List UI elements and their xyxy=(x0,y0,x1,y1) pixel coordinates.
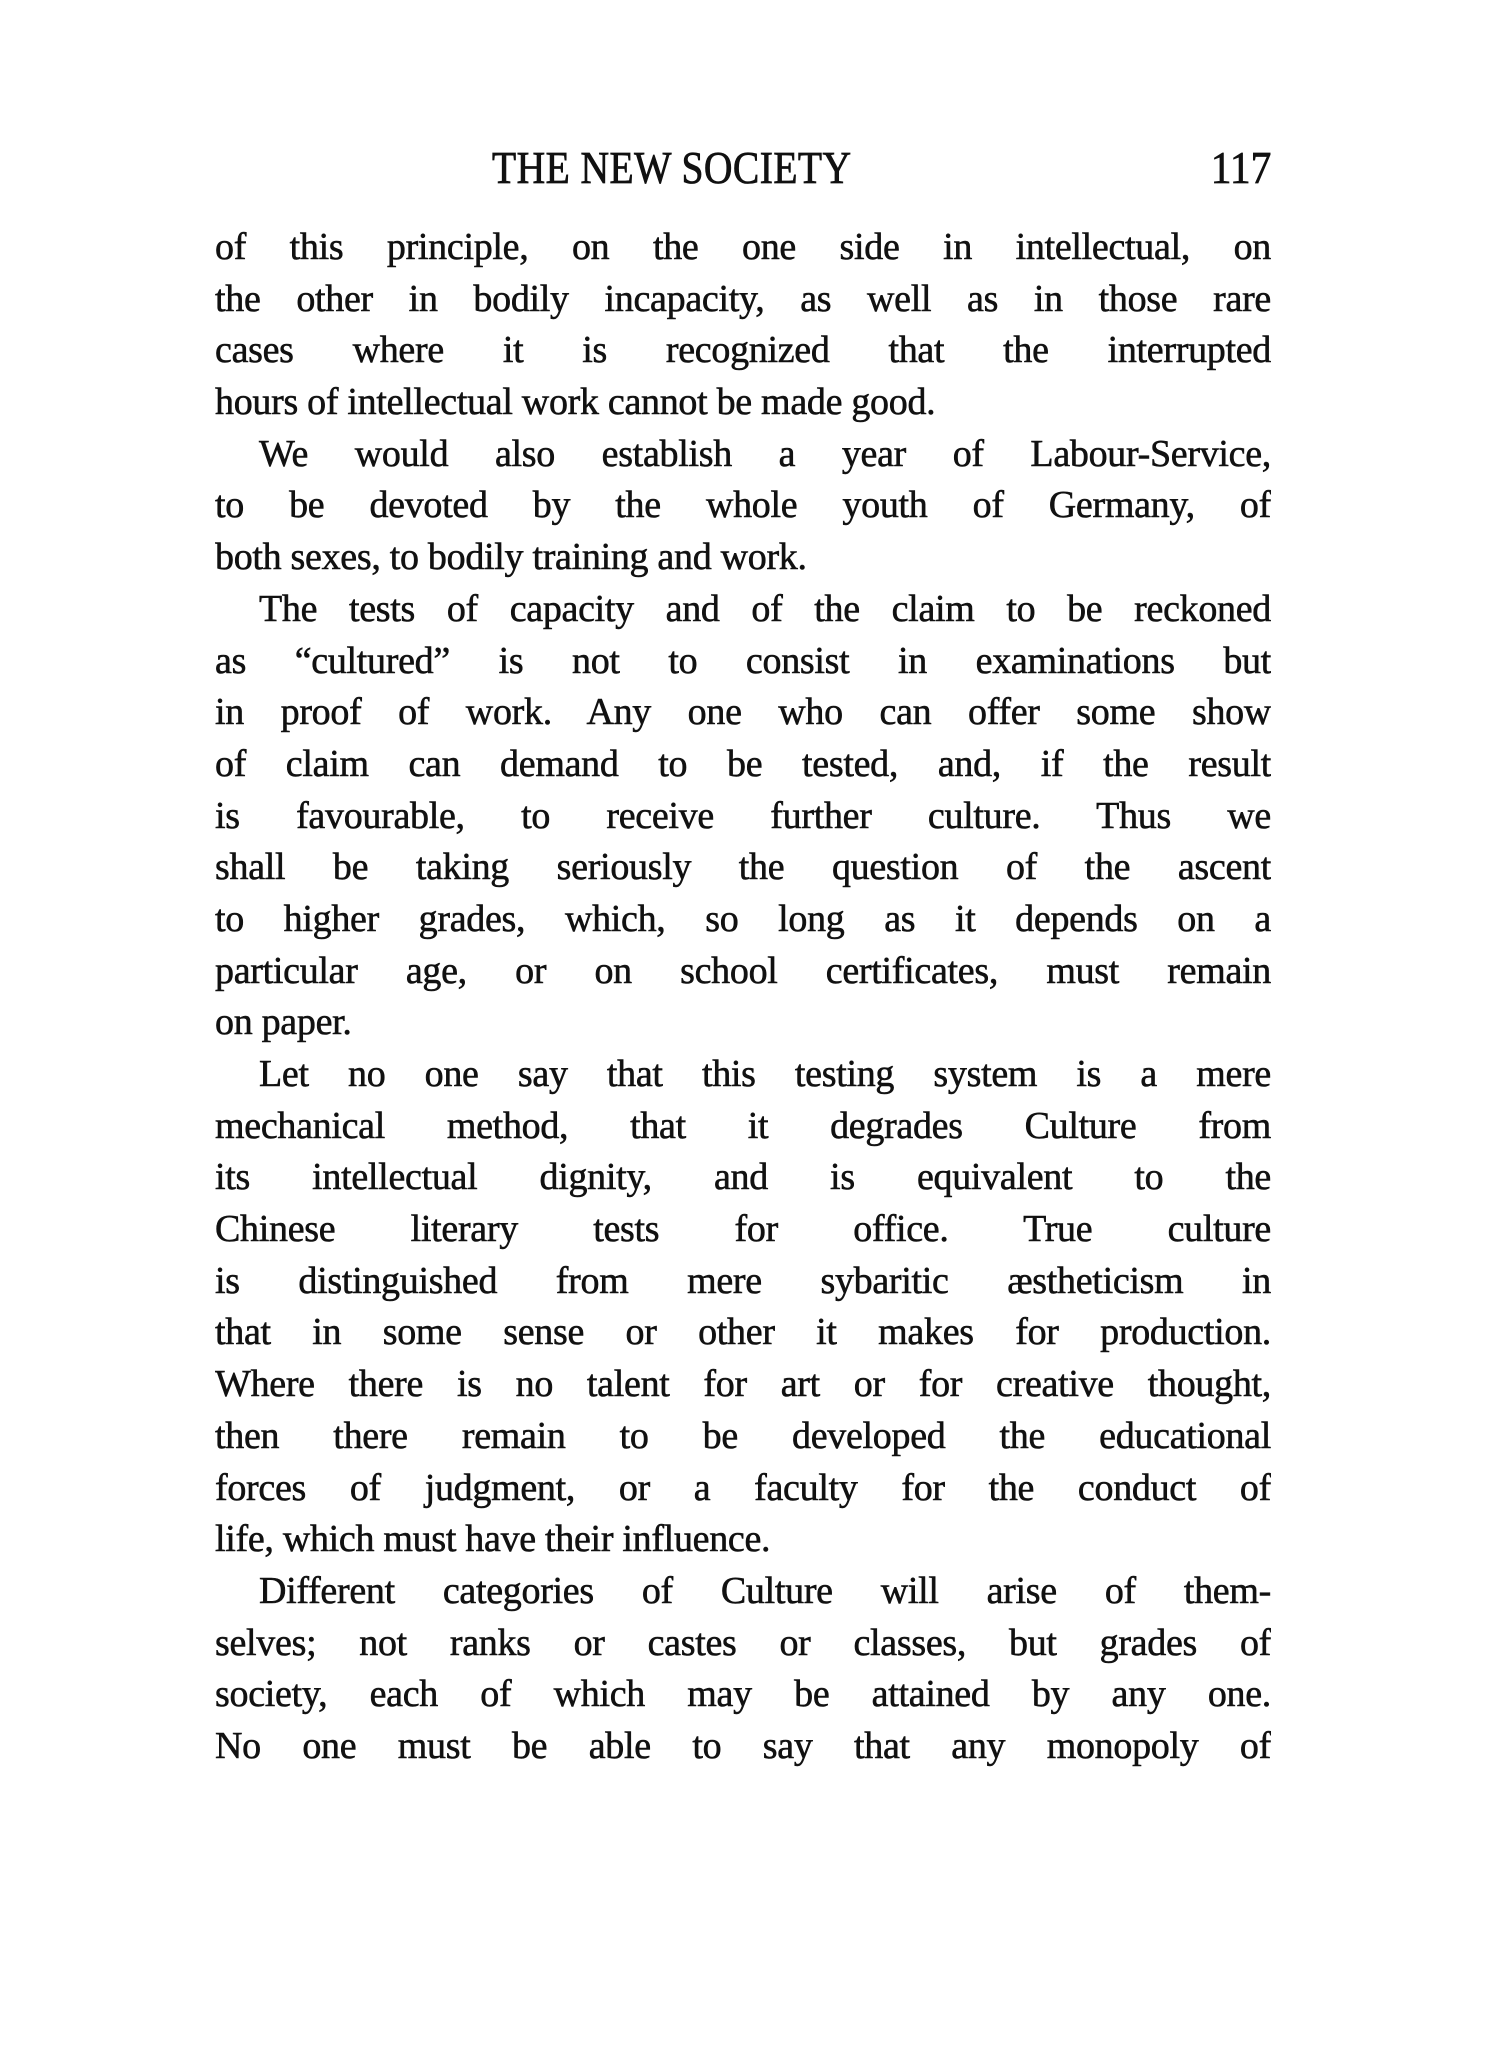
text-line: both sexes, to bodily training and work. xyxy=(215,536,807,579)
text-line: forces of judgment, or a faculty for the conduct of xyxy=(215,1466,1271,1509)
text-line: Where there is no talent for art or for creative thought, xyxy=(215,1363,1271,1406)
text-line: in proof of work. Any one who can offer some show xyxy=(215,691,1271,734)
text-line: shall be taking seriously the question of the ascent xyxy=(215,846,1271,889)
text-line: Different categories of Culture will arise of them- xyxy=(259,1569,1271,1612)
text-line: mechanical method, that it degrades Culture from xyxy=(215,1104,1271,1147)
text-line: hours of intellectual work cannot be made good. xyxy=(215,381,936,424)
text-line: cases where it is recognized that the interrupted xyxy=(215,329,1271,372)
text-line: Chinese literary tests for office. True culture xyxy=(215,1208,1271,1251)
page-header xyxy=(215,140,1271,196)
body-text xyxy=(215,222,1271,1773)
text-line: particular age, or on school certificates, must remain xyxy=(215,949,1271,992)
text-line: of this principle, on the one side in intellectual, on xyxy=(215,226,1271,268)
text-line: selves; not ranks or castes or classes, but grades of xyxy=(215,1621,1271,1664)
text-line: is distinguished from mere sybaritic æstheticism in xyxy=(215,1259,1271,1302)
text-line: then there remain to be developed the educational xyxy=(215,1414,1271,1457)
text-line: society, each of which may be attained by any one. xyxy=(215,1673,1271,1716)
text-line: life, which must have their influence. xyxy=(215,1518,771,1561)
text-line: No one must be able to say that any monopoly of xyxy=(215,1724,1271,1767)
text-line: as “cultured” is not to consist in examinations but xyxy=(215,639,1271,682)
text-line: of claim can demand to be tested, and, if the result xyxy=(215,742,1271,785)
text-line: on paper. xyxy=(215,1001,352,1044)
text-line: the other in bodily incapacity, as well as in those rare xyxy=(215,277,1271,320)
text-line: The tests of capacity and of the claim to be reckoned xyxy=(259,587,1271,630)
text-line: to be devoted by the whole youth of Germany, of xyxy=(215,484,1271,527)
page-number: 117 xyxy=(1210,142,1271,193)
text-line: We would also establish a year of Labour-Service, xyxy=(259,432,1271,475)
text-line: Let no one say that this testing system is a mere xyxy=(259,1053,1271,1095)
text-line: that in some sense or other it makes for production. xyxy=(215,1311,1271,1354)
text-line: is favourable, to receive further culture. Thus we xyxy=(215,794,1271,837)
text-line: its intellectual dignity, and is equivalent to the xyxy=(215,1156,1271,1199)
text-line: to higher grades, which, so long as it depends on a xyxy=(215,897,1271,940)
running-title: THE NEW SOCIETY xyxy=(492,142,852,193)
